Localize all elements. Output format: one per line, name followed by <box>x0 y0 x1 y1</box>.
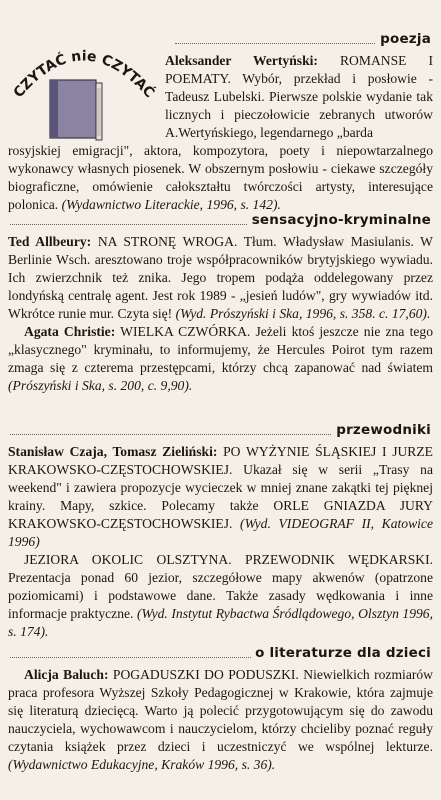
publisher-info: (Wydawnictwo Edukacyjne, Kraków 1996, s. 36). <box>8 757 276 772</box>
entry-text: WIELKA CZWÓRKA. Jeżeli ktoś jeszcze nie zna tego „klasycznego" kryminału, to informujemy, że Hercules Poirot tym razem zmaga się z czterema przestępcami, którzy chcą zapanować nad światem <box>8 324 433 375</box>
entry-allbeury <box>0 233 441 323</box>
entry-czaja <box>0 443 441 551</box>
author-name: Alicja Baluch: <box>24 667 109 682</box>
publisher-info: (Prószyński i Ska, s. 200, c. 9,90). <box>8 378 193 393</box>
section-heading-wrap <box>0 644 441 666</box>
publisher-info: (Wyd. Prószyński i Ska, 1996, s. 358. c. 17,60). <box>175 306 431 321</box>
author-name: Ted Allbeury: <box>8 234 92 249</box>
entry-text: PO WYŻYNIE ŚLĄSKIEJ I JURZE KRAKOWSKO-CZĘSTOCHOWSKIEJ. Ukazał się w serii „Trasy na weekend" i zawiera propozycje wycieczek w mniej znane zakątki tej pięknej krainy. Mapy, szkice. Polecamy także ORLE GNIAZDA JURY KRAKOWSKO-CZĘSTOCHOWSKIEJ. <box>8 444 433 531</box>
entry-christie <box>0 323 441 395</box>
badge-text: CZYTAĆ nie CZYTAĆ <box>10 48 158 102</box>
section-heading: o literaturze dla dzieci <box>251 645 431 661</box>
section-kryminal <box>0 211 441 395</box>
entry-baluch <box>0 666 441 774</box>
section-heading: przewodniki <box>332 422 431 438</box>
section-heading-wrap <box>0 211 441 233</box>
section-poezja <box>0 30 441 214</box>
entry-text-cont: rosyjskiej emigracji", aktora, kompozytora, poety i niepowtarzalnego wykonawcy własnych piosenek. W obszernym posłowiu - ciekawe szczegóły biograficzne, omówienie całokształtu twórczości artysty, interesujące polonica. <box>8 143 433 212</box>
entry-text: ROMANSE I POEMATY. Wybór, przekład i posłowie - Tadeusz Lubelski. Pierwsze polskie wydanie tak licznych i pieczołowicie zebranych utworów A.Wertyńskiego, legendarnego „barda <box>165 53 433 140</box>
publisher-info: (Wydawnictwo Literackie, 1996, s. 142). <box>61 197 281 212</box>
section-heading: poezja <box>376 31 431 47</box>
section-dzieci <box>0 644 441 774</box>
publisher-info: (Wyd. Instytut Rybactwa Śródlądowego, Olsztyn 1996, s. 174). <box>8 606 433 639</box>
section-heading: sensacyjno-kryminalne <box>248 212 431 228</box>
entry-text: NA STRONĘ WROGA. Tłum. Władysław Masiulanis. W Berlinie Wsch. aresztowano troje współpracowników brytyjskiego wywiadu. Ich zwierzchnik też znika. Jego tropem podąża oddelegowany przez londyńską centralę agent. Jest rok 1989 - „jesień ludów", gry wywiadów itd. Wkrótce runie mur. Czyta się! <box>8 234 434 321</box>
entry-jeziora <box>0 551 441 641</box>
entry-text: POGADUSZKI DO PODUSZKI. Niewielkich rozmiarów praca profesora Wyższej Szkoły Pedagogicznej w Krakowie, która zajmuje się literaturą dziecięcą. Warto ją polecić przygotowującym się do zawodu nauczyciela, wychowawcom i nauczycielom, którzy chcieliby poznać reguły czytania książek przez dzieci i uczestniczyć we wspólnej lekturze. <box>8 667 433 754</box>
author-name: Aleksander Wertyński: <box>165 53 318 68</box>
entry-text: JEZIORA OKOLIC OLSZTYNA. PRZEWODNIK WĘDKARSKI. Prezentacja ponad 60 jezior, szczegółowe mapy akwenów (opatrzone poziomicami) i podstawowe dane. Także zasady wędkowania i inne informacje praktyczne. <box>8 552 433 621</box>
author-name: Stanisław Czaja, Tomasz Zieliński: <box>8 444 218 459</box>
entry-wertynski <box>0 52 441 142</box>
author-name: Agata Christie: <box>24 324 116 339</box>
section-heading-wrap <box>0 30 441 52</box>
section-heading-wrap <box>0 421 441 443</box>
section-przewodniki <box>0 421 441 641</box>
publisher-info: (Wyd. VIDEOGRAF II, Katowice 1996) <box>8 516 433 549</box>
entry-wertynski-cont <box>0 142 441 214</box>
